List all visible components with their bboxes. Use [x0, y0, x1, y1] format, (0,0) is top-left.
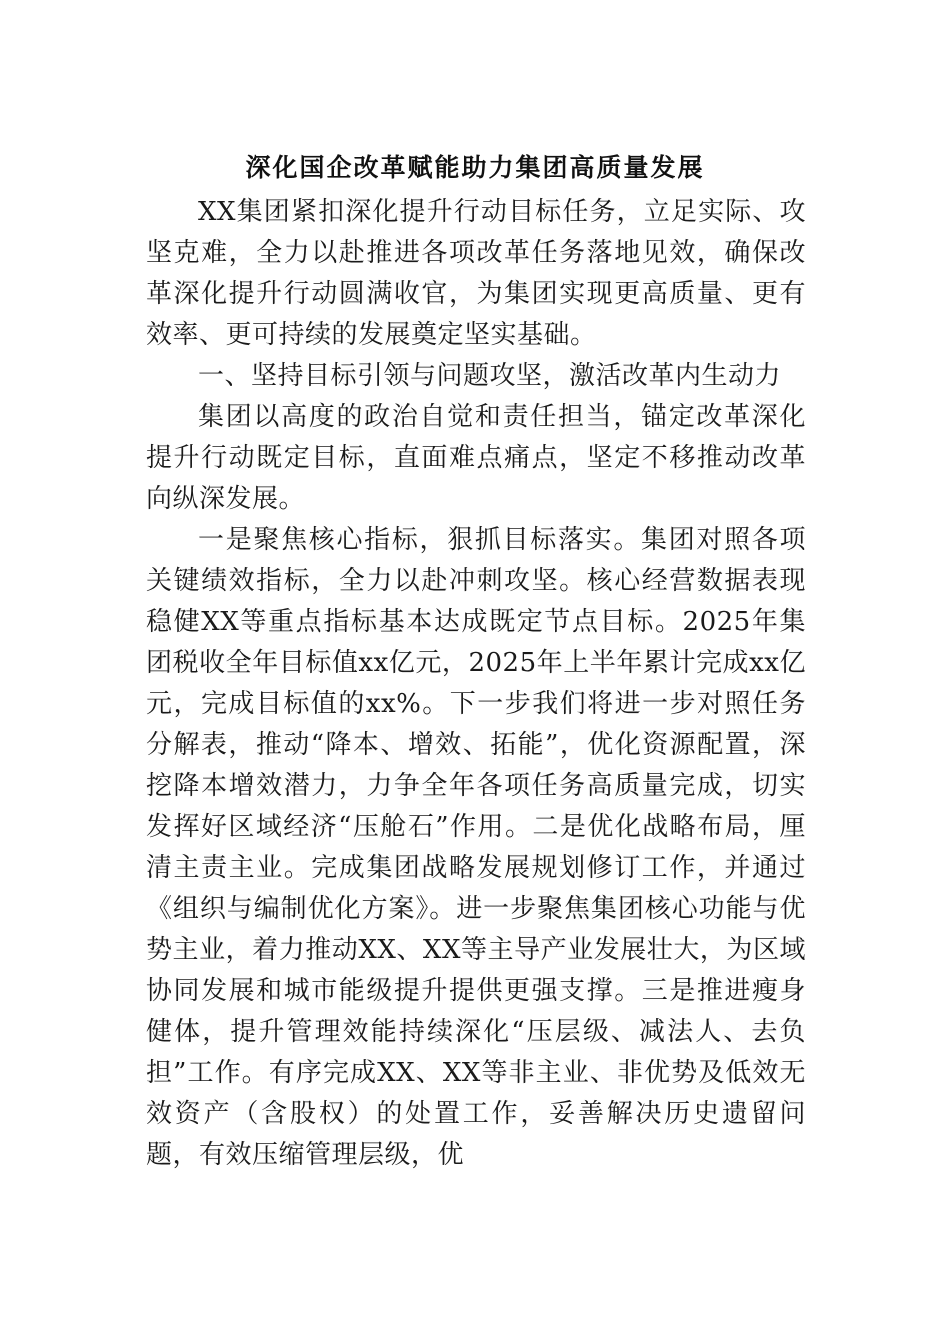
document-title: 深化国企改革赋能助力集团高质量发展: [245, 153, 705, 182]
document-body: [146, 192, 806, 1176]
section-1-intro-paragraph: 集团以高度的政治自觉和责任担当，锚定改革深化提升行动既定目标，直面难点痛点，坚定不移推动改革向纵深发展。: [146, 402, 806, 514]
intro-paragraph: XX集团紧扣深化提升行动目标任务，立足实际、攻坚克难，全力以赴推进各项改革任务落地见效，确保改革深化提升行动圆满收官，为集团实现更高质量、更有效率、更可持续的发展奠定坚实基础。: [146, 197, 806, 350]
section-heading-1: 一、坚持目标引领与问题攻坚，激活改革内生动力: [198, 361, 782, 391]
section-1-detail-paragraph: 一是聚焦核心指标，狠抓目标落实。集团对照各项关键绩效指标，全力以赴冲刺攻坚。核心经营数据表现稳健XX等重点指标基本达成既定节点目标。2025年集团税收全年目标值xx亿元，2025年上半年累计完成xx亿元，完成目标值的xx%。下一步我们将进一步对照任务分解表，推动“降本、增效、拓能”，优化资源配置，深挖降本增效潜力，力争全年各项任务高质量完成，切实发挥好区域经济“压舱石”作用。二是优化战略布局，厘清主责主业。完成集团战略发展规划修订工作，并通过《组织与编制优化方案》。进一步聚焦集团核心功能与优势主业，着力推动XX、XX等主导产业发展壮大，为区域协同发展和城市能级提升提供更强支撑。三是推进瘦身健体，提升管理效能持续深化“压层级、减法人、去负担”工作。有序完成XX、XX等非主业、非优势及低效无效资产（含股权）的处置工作，妥善解决历史遗留问题，有效压缩管理层级，优: [146, 525, 806, 1170]
